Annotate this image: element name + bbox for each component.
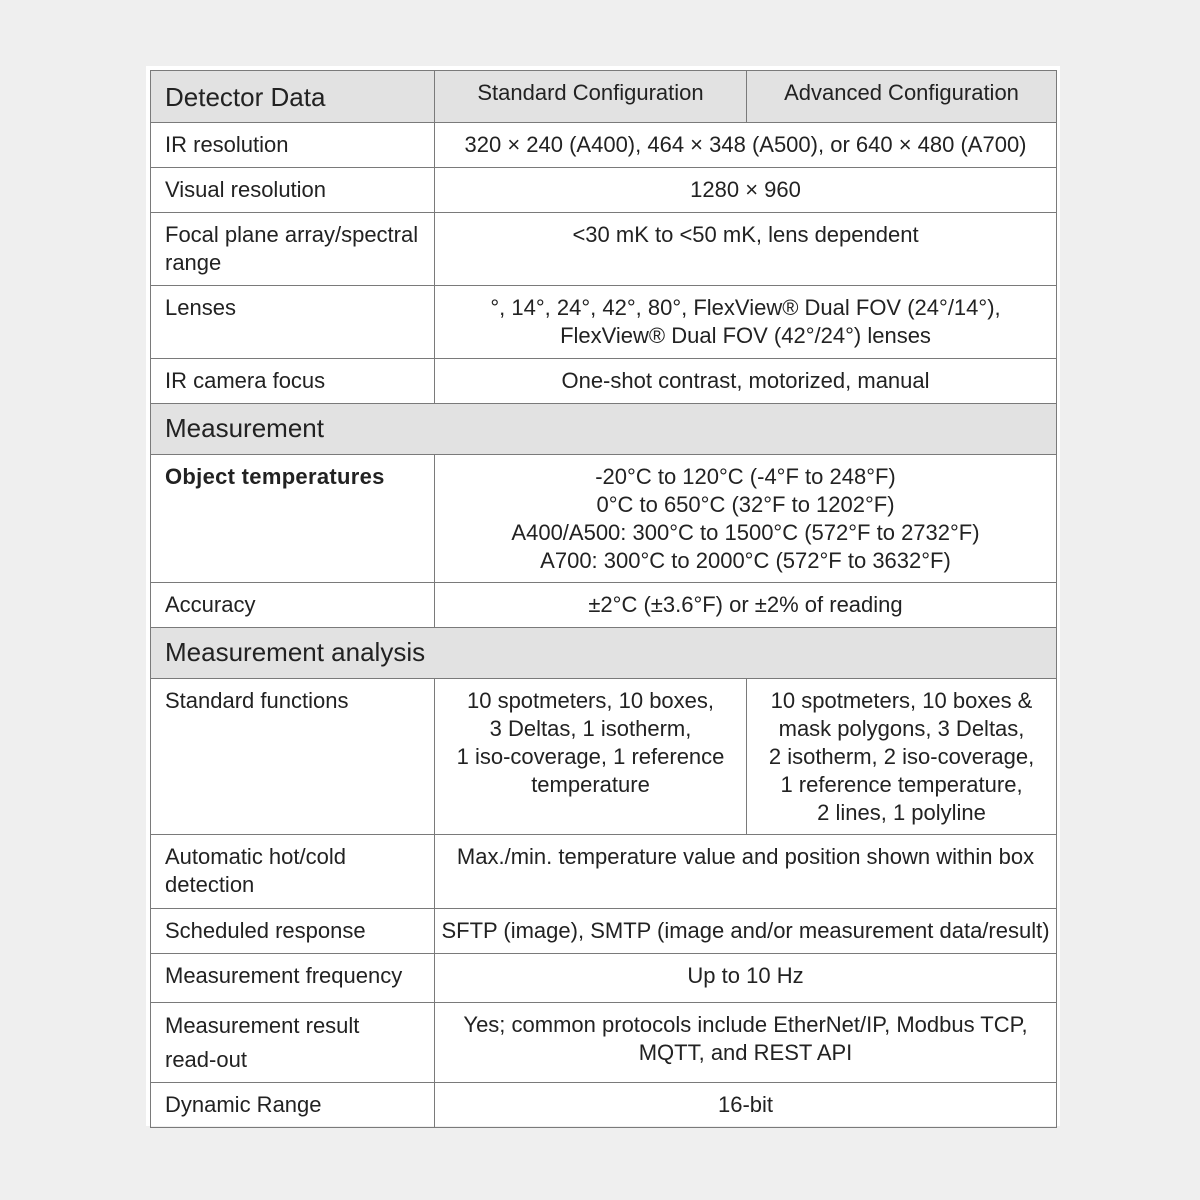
- ir-resolution-value: 320 × 240 (A400), 464 × 348 (A500), or 640 × 480 (A700): [435, 123, 1057, 168]
- standard-functions-line: 1 iso-coverage, 1 reference: [456, 744, 725, 769]
- dynamic-range-value: 16-bit: [435, 1083, 1057, 1128]
- measurement-frequency-label: Measurement frequency: [151, 954, 435, 1003]
- table-row: [151, 359, 1057, 404]
- object-temperatures-value: [435, 455, 1057, 583]
- advanced-functions-line: 2 isotherm, 2 iso-coverage,: [768, 744, 1035, 769]
- hot-cold-label-line: Automatic hot/cold: [165, 844, 346, 869]
- spec-table: [150, 70, 1057, 1128]
- accuracy-value: ±2°C (±3.6°F) or ±2% of reading: [435, 583, 1057, 628]
- readout-label-line: Measurement result: [165, 1013, 360, 1038]
- hot-cold-value: Max./min. temperature value and position shown within box: [435, 835, 1057, 909]
- standard-functions-line: 3 Deltas, 1 isotherm,: [489, 716, 692, 741]
- table-row: [151, 679, 1057, 835]
- focal-plane-label: [151, 213, 435, 286]
- lenses-value-line: FlexView® Dual FOV (42°/24°) lenses: [560, 323, 931, 348]
- advanced-functions-line: 10 spotmeters, 10 boxes &: [770, 688, 1033, 713]
- standard-functions-standard: [435, 679, 747, 835]
- table-row: [151, 835, 1057, 909]
- lenses-label: Lenses: [151, 286, 435, 359]
- readout-value: [435, 1003, 1057, 1083]
- table-row: [151, 1083, 1057, 1128]
- advanced-functions-line: mask polygons, 3 Deltas,: [778, 716, 1025, 741]
- section-row-measurement-analysis: [151, 628, 1057, 679]
- accuracy-label: Accuracy: [151, 583, 435, 628]
- focal-plane-label-line: range: [165, 250, 222, 275]
- standard-functions-advanced: [747, 679, 1057, 835]
- focal-plane-value: <30 mK to <50 mK, lens dependent: [435, 213, 1057, 286]
- table-row: [151, 455, 1057, 583]
- object-temp-line: -20°C to 120°C (-4°F to 248°F): [595, 464, 896, 489]
- table-row: [151, 954, 1057, 1003]
- object-temperatures-label: Object temperatures: [151, 455, 435, 583]
- standard-functions-line: temperature: [531, 772, 650, 797]
- spec-sheet-card: [146, 66, 1060, 1126]
- detector-data-title: Detector Data: [151, 71, 435, 123]
- visual-resolution-label: Visual resolution: [151, 168, 435, 213]
- advanced-config-header: Advanced Configuration: [747, 71, 1057, 123]
- standard-config-header: Standard Configuration: [435, 71, 747, 123]
- readout-value-line: MQTT, and REST API: [638, 1040, 853, 1065]
- dynamic-range-label: Dynamic Range: [151, 1083, 435, 1128]
- hot-cold-label-line: detection: [165, 872, 255, 897]
- table-row: [151, 123, 1057, 168]
- measurement-section-title: Measurement: [151, 404, 1057, 455]
- focal-plane-label-line: Focal plane array/spectral: [165, 222, 419, 247]
- table-header-row: [151, 71, 1057, 123]
- visual-resolution-value: 1280 × 960: [435, 168, 1057, 213]
- table-row: [151, 909, 1057, 954]
- measurement-analysis-section-title: Measurement analysis: [151, 628, 1057, 679]
- section-row-measurement: [151, 404, 1057, 455]
- table-row: [151, 583, 1057, 628]
- table-row: [151, 286, 1057, 359]
- scheduled-response-label: Scheduled response: [151, 909, 435, 954]
- scheduled-response-value: SFTP (image), SMTP (image and/or measurement data/result): [435, 909, 1057, 954]
- lenses-value: [435, 286, 1057, 359]
- ir-focus-label: IR camera focus: [151, 359, 435, 404]
- table-row: [151, 168, 1057, 213]
- ir-resolution-label: IR resolution: [151, 123, 435, 168]
- standard-functions-label: Standard functions: [151, 679, 435, 835]
- object-temp-line: 0°C to 650°C (32°F to 1202°F): [596, 492, 895, 517]
- readout-label-line: read-out: [165, 1047, 247, 1072]
- table-row: [151, 1003, 1057, 1083]
- ir-focus-value: One-shot contrast, motorized, manual: [435, 359, 1057, 404]
- advanced-functions-line: 2 lines, 1 polyline: [817, 800, 986, 825]
- hot-cold-label: [151, 835, 435, 909]
- standard-functions-line: 10 spotmeters, 10 boxes,: [466, 688, 715, 713]
- advanced-functions-line: 1 reference temperature,: [780, 772, 1023, 797]
- table-row: [151, 213, 1057, 286]
- readout-value-line: Yes; common protocols include EtherNet/IP, Modbus TCP,: [463, 1012, 1028, 1037]
- lenses-value-line: °, 14°, 24°, 42°, 80°, FlexView® Dual FOV (24°/14°),: [490, 295, 1001, 320]
- readout-label: [151, 1003, 435, 1083]
- object-temp-line: A700: 300°C to 2000°C (572°F to 3632°F): [540, 548, 951, 573]
- object-temp-line: A400/A500: 300°C to 1500°C (572°F to 2732°F): [511, 520, 980, 545]
- measurement-frequency-value: Up to 10 Hz: [435, 954, 1057, 1003]
